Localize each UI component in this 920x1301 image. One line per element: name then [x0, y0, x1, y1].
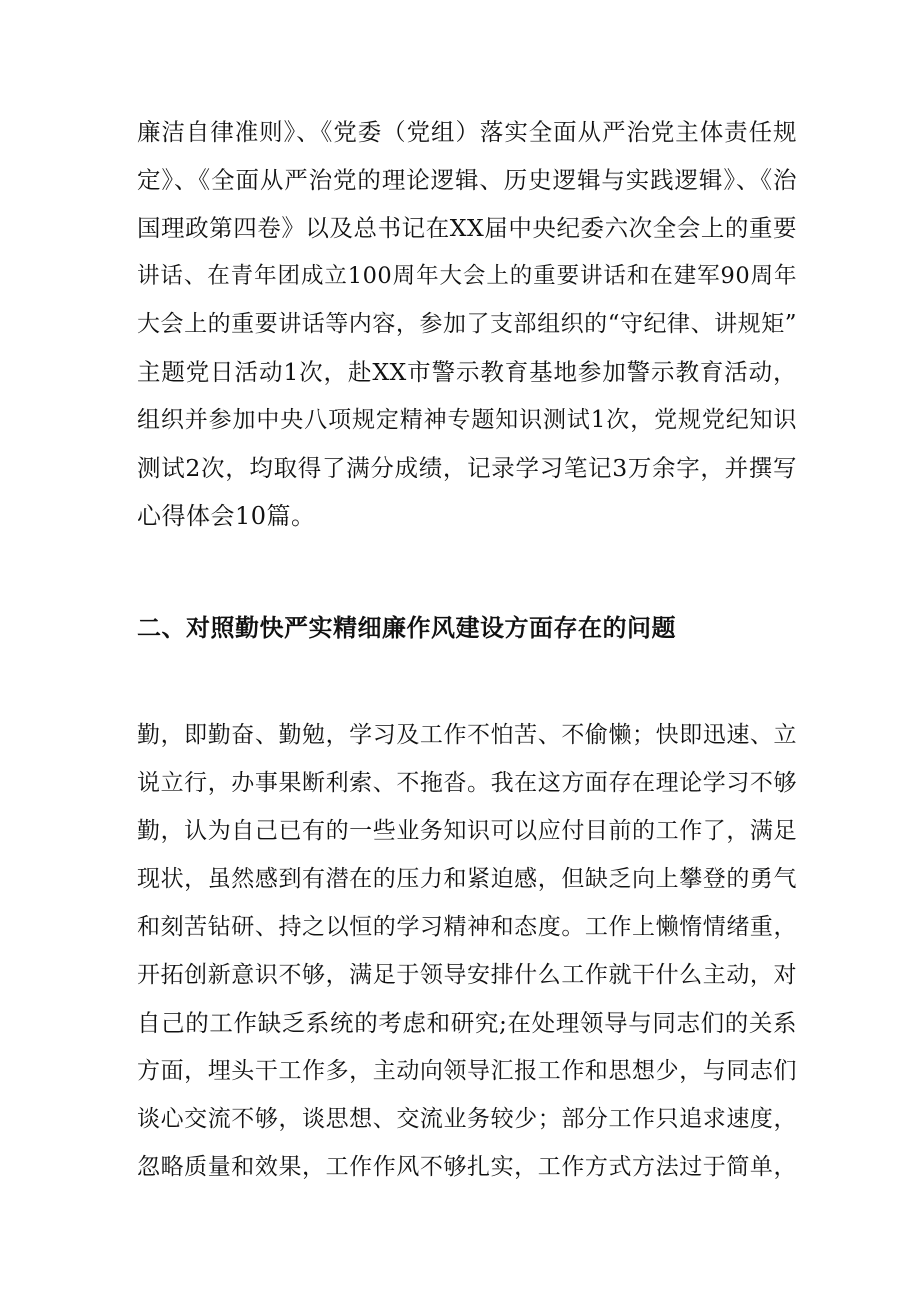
paragraph-line: 开拓创新意识不够，满足于领导安排什么工作就干什么主动，对	[137, 962, 797, 988]
paragraph-line: 心得体会10篇。	[137, 502, 316, 530]
paragraph-line: 讲话、在青年团成立100周年大会上的重要讲话和在建军90周年	[137, 263, 797, 289]
paragraph-line: 自己的工作缺乏系统的考虑和研究;在处理领导与同志们的关系	[137, 1009, 797, 1037]
paragraph-line: 主题党日活动1次，赴XX市警示教育基地参加警示教育活动，	[137, 358, 797, 386]
paragraph-line: 勤，即勤奋、勤勉，学习及工作不怕苦、不偷懒；快即迅速、立	[137, 722, 797, 748]
paragraph-line: 谈心交流不够，谈思想、交流业务较少；部分工作只追求速度，	[137, 1106, 797, 1132]
paragraph-line: 和刻苦钻研、持之以恒的学习精神和态度。工作上懒惰情绪重，	[137, 914, 797, 940]
paragraph-line: 国理政第四卷》以及总书记在XX届中央纪委六次全会上的重要	[137, 214, 797, 242]
section-heading: 二、对照勤快严实精细廉作风建设方面存在的问题	[137, 613, 676, 642]
paragraph-line: 大会上的重要讲话等内容，参加了支部组织的“守纪律、讲规矩”	[137, 311, 797, 337]
paragraph-line: 方面，埋头干工作多，主动向领导汇报工作和思想少，与同志们	[137, 1058, 797, 1084]
paragraph-line: 廉洁自律准则》、《党委（党组）落实全面从严治党主体责任规	[137, 118, 797, 146]
paragraph-line: 测试2次，均取得了满分成绩，记录学习笔记3万余字，并撰写	[137, 454, 797, 482]
paragraph-line: 定》、《全面从严治党的理论逻辑、历史逻辑与实践逻辑》、《治	[137, 166, 797, 194]
paragraph-line: 勤，认为自己已有的一些业务知识可以应付目前的工作了，满足	[137, 818, 797, 844]
paragraph-line: 组织并参加中央八项规定精神专题知识测试1次，党规党纪知识	[137, 407, 797, 433]
paragraph-line: 说立行，办事果断利索、不拖沓。我在这方面存在理论学习不够	[137, 770, 797, 796]
paragraph-line: 现状，虽然感到有潜在的压力和紧迫感，但缺乏向上攀登的勇气	[137, 866, 797, 892]
paragraph-line: 忽略质量和效果，工作作风不够扎实，工作方式方法过于简单，	[137, 1154, 797, 1180]
